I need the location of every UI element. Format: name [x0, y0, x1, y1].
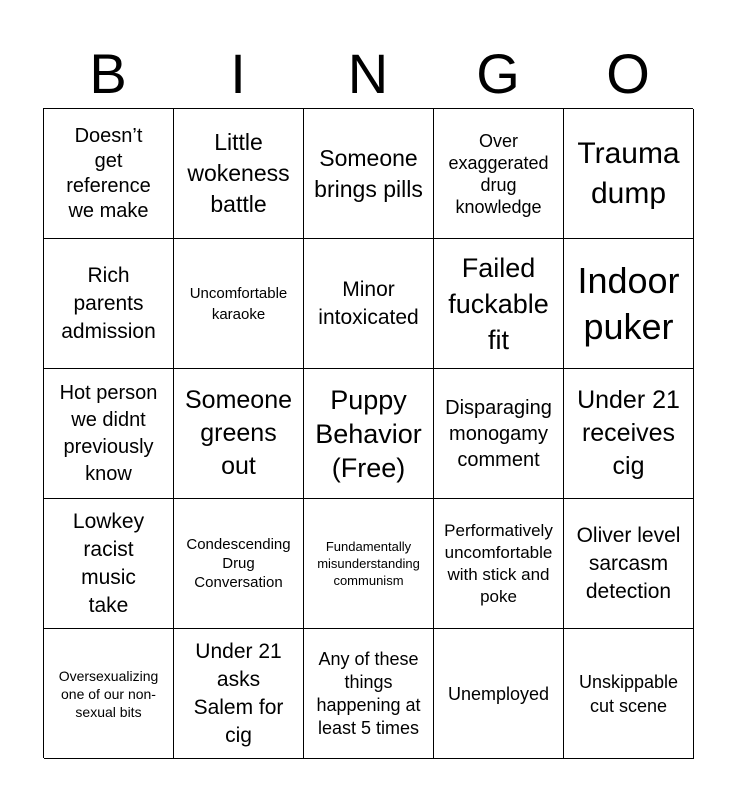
header-letter-o: O	[606, 42, 650, 105]
bingo-board	[43, 108, 693, 758]
cell-text: Any of these things happening at least 5 times	[316, 648, 421, 738]
cell-text: Over exaggerated drug knowledge	[448, 130, 549, 217]
bingo-cell-i1[interactable]	[174, 109, 304, 239]
bingo-cell-i3[interactable]	[174, 369, 304, 499]
cell-text: Disparaging monogamy comment	[445, 396, 552, 471]
bingo-cell-n3[interactable]	[304, 369, 434, 499]
bingo-cell-g5[interactable]	[434, 629, 564, 759]
cell-text: Oversexualizing one of our non-sexual bits	[58, 667, 159, 720]
cell-text: Minor intoxicated	[318, 277, 419, 329]
cell-text: Unemployed	[447, 683, 550, 704]
bingo-cell-n2[interactable]	[304, 239, 434, 369]
bingo-cell-o1[interactable]	[564, 109, 694, 239]
header-letter-b: B	[89, 42, 127, 105]
bingo-cell-n1[interactable]	[304, 109, 434, 239]
cell-text: Uncomfortable karaoke	[189, 284, 288, 323]
bingo-cell-g4[interactable]	[434, 499, 564, 629]
bingo-cell-n4[interactable]	[304, 499, 434, 629]
header-letter-n: N	[347, 42, 389, 105]
cell-text: Rich parents admission	[61, 263, 156, 343]
cell-text: Trauma dump	[577, 136, 680, 210]
bingo-cell-g2[interactable]	[434, 239, 564, 369]
cell-text: Under 21 receives cig	[577, 386, 680, 480]
bingo-header	[43, 40, 693, 108]
bingo-cell-b5[interactable]	[44, 629, 174, 759]
bingo-cell-o5[interactable]	[564, 629, 694, 759]
header-letter-i: I	[230, 42, 246, 105]
bingo-cell-g3[interactable]	[434, 369, 564, 499]
bingo-cell-g1[interactable]	[434, 109, 564, 239]
bingo-cell-b2[interactable]	[44, 239, 174, 369]
cell-text: Puppy Behavior (Free)	[315, 384, 422, 483]
bingo-cell-o3[interactable]	[564, 369, 694, 499]
cell-text: Under 21 asks Salem for cig	[193, 639, 284, 747]
cell-text: Hot person we didnt previously know	[59, 381, 158, 485]
cell-text: Failed fuckable fit	[448, 252, 549, 355]
cell-text: Fundamentally misunderstanding communism	[317, 539, 420, 588]
bingo-cell-i2[interactable]	[174, 239, 304, 369]
cell-text: Oliver level sarcasm detection	[576, 523, 681, 603]
cell-text: Someone brings pills	[314, 144, 423, 202]
cell-text: Someone greens out	[184, 386, 293, 480]
cell-text: Performatively uncomfortable with stick and poke	[444, 520, 553, 606]
cell-text: Little wokeness battle	[187, 129, 290, 217]
bingo-cell-o4[interactable]	[564, 499, 694, 629]
bingo-cell-i4[interactable]	[174, 499, 304, 629]
cell-text: Condescending Drug Conversation	[186, 536, 291, 591]
cell-text: Unskippable cut scene	[578, 671, 679, 716]
bingo-cell-o2[interactable]	[564, 239, 694, 369]
cell-text: Doesn’t get reference we make	[66, 124, 151, 222]
cell-text: Indoor puker	[577, 259, 680, 347]
bingo-cell-b4[interactable]	[44, 499, 174, 629]
bingo-cell-i5[interactable]	[174, 629, 304, 759]
header-letter-g: G	[476, 42, 520, 105]
bingo-cell-b1[interactable]	[44, 109, 174, 239]
bingo-cell-n5[interactable]	[304, 629, 434, 759]
bingo-cell-b3[interactable]	[44, 369, 174, 499]
cell-text: Lowkey racist music take	[72, 509, 145, 617]
